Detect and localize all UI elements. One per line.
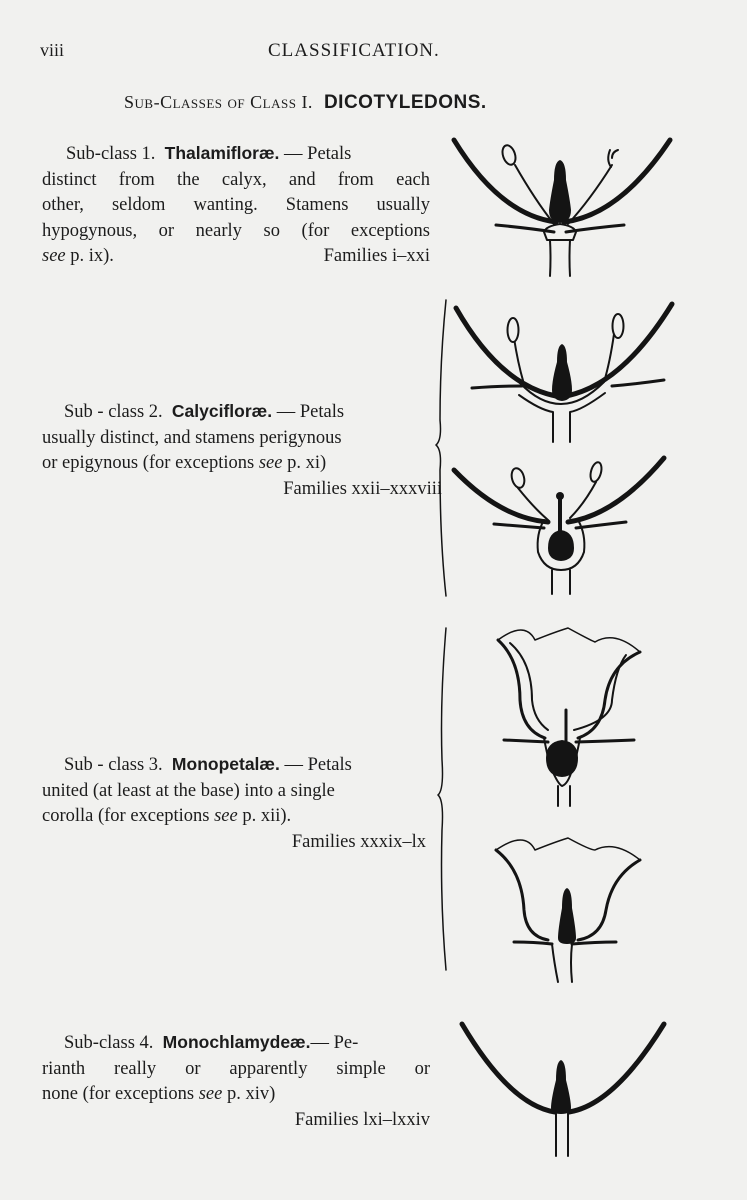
subclass-1-numeral: 1. xyxy=(141,144,156,164)
subclass-1-families: Families i–xxi xyxy=(323,246,430,266)
subclass-4-line3-pre: none (for exceptions xyxy=(42,1084,199,1104)
subclass-1-line3: other, seldom wanting. Stamens usually xyxy=(42,195,430,215)
section-title-prefix: Sub-Classes of Class I. xyxy=(124,92,313,112)
subclass-3-name: Monopetalæ. xyxy=(171,754,280,774)
subclass-3-ref: p. xii). xyxy=(237,806,292,826)
section-title-main: DICOTYLEDONS. xyxy=(323,92,487,113)
subclass-2-bracket xyxy=(436,300,446,596)
monopetalous-flower-figure-1 xyxy=(498,628,640,806)
epigynous-flower-figure xyxy=(454,458,664,594)
subclass-3-line2: united (at least at the base) into a single xyxy=(42,780,335,801)
subclass-2-line2: usually distinct, and stamens perigynous xyxy=(42,427,342,448)
subclass-3-line1-rest: — Petals xyxy=(279,755,352,775)
subclass-4-see: see xyxy=(198,1084,223,1104)
subclass-2-see: see xyxy=(258,453,283,473)
subclass-1-see: see xyxy=(42,246,66,266)
subclass-1-label: Sub-class xyxy=(66,144,137,164)
monochlamydeous-flower-figure xyxy=(462,1024,664,1156)
subclass-2-label: Sub - class xyxy=(64,402,145,422)
subclass-1-line1-rest: — Petals xyxy=(279,144,352,164)
subclass-2-line3-pre: or epigynous (for exceptions xyxy=(42,453,259,473)
hypogynous-flower-figure xyxy=(454,140,670,276)
subclass-2-numeral: 2. xyxy=(148,402,163,422)
page-number: viii xyxy=(40,40,65,60)
subclass-3-line3-pre: corolla (for exceptions xyxy=(42,806,215,826)
subclass-3-label: Sub - class xyxy=(64,755,145,775)
subclass-4-line1-rest: — Pe- xyxy=(310,1033,359,1053)
subclass-2-line1-rest: — Petals xyxy=(272,402,345,422)
subclass-1-line4: hypogynous, or nearly so (for exceptions xyxy=(42,220,430,241)
subclass-2-name: Calycifloræ. xyxy=(171,401,273,421)
subclass-4-ref: p. xiv) xyxy=(222,1084,276,1104)
subclass-4-line2: rianth really or apparently simple or xyxy=(42,1058,430,1079)
running-head: CLASSIFICATION. xyxy=(268,40,440,61)
subclass-3-see: see xyxy=(214,806,238,826)
monopetalous-flower-figure-2 xyxy=(496,838,640,982)
subclass-1-line2: distinct from the calyx, and from each xyxy=(42,169,430,190)
perigynous-flower-figure xyxy=(456,304,672,442)
subclass-2-families: Families xxii–xxxviii xyxy=(283,478,442,499)
subclass-4-name: Monochlamydeæ. xyxy=(162,1032,311,1052)
subclass-3-numeral: 3. xyxy=(148,755,163,775)
subclass-3-bracket xyxy=(438,628,446,970)
subclass-1-name: Thalamifloræ. xyxy=(164,143,280,163)
subclass-4-label: Sub-class xyxy=(64,1033,135,1053)
subclass-1-ref: p. ix). xyxy=(65,246,114,266)
subclass-4-numeral: 4. xyxy=(139,1033,154,1053)
subclass-2-ref: p. xi) xyxy=(282,453,327,473)
subclass-4-families: Families lxi–lxxiv xyxy=(294,1109,430,1130)
subclass-3-families: Families xxxix–lx xyxy=(291,831,426,852)
